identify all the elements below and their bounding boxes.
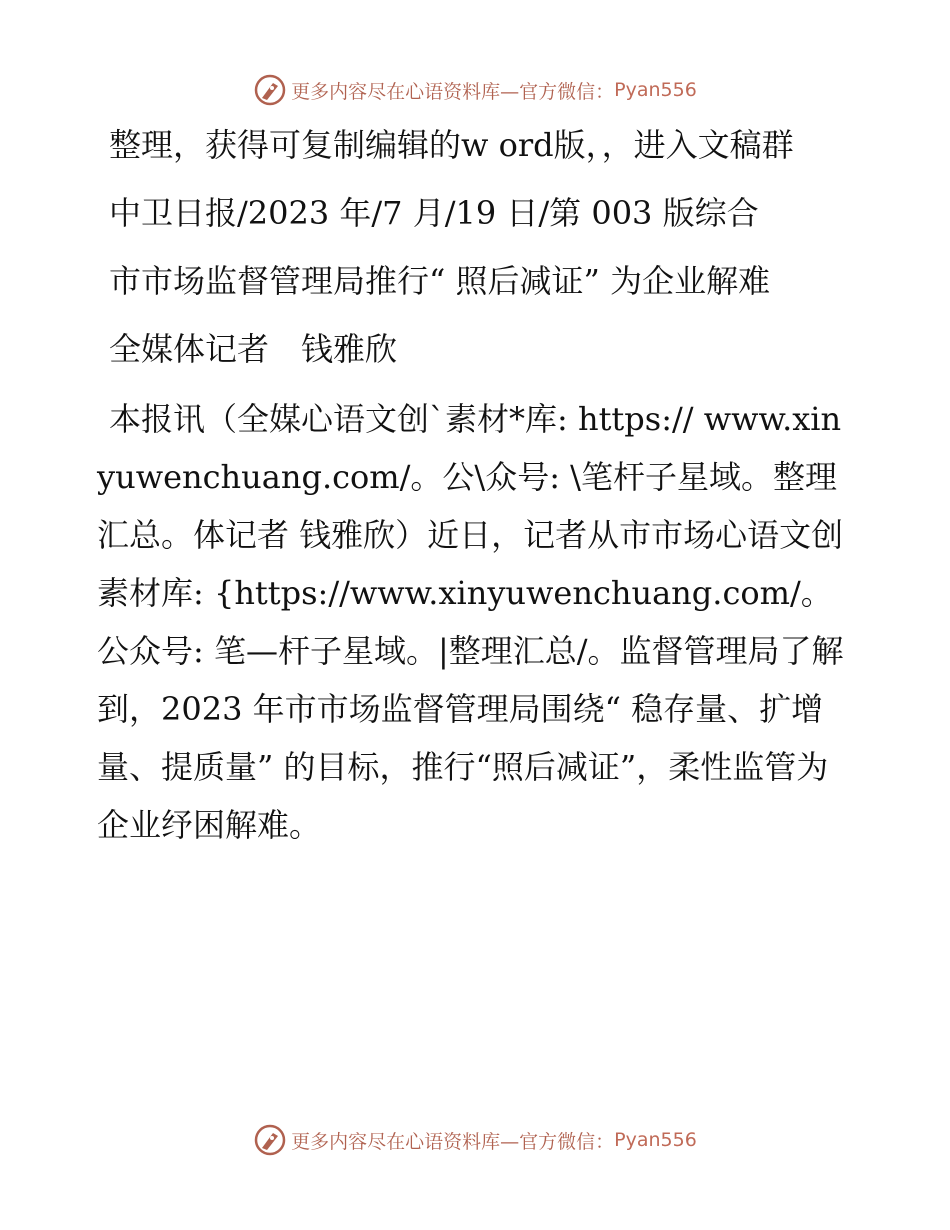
pen-nib-circle-icon (253, 1123, 287, 1157)
banner-text: 更多内容尽在心语资料库—官方微信： (291, 80, 615, 103)
footer-banner (0, 1120, 950, 1160)
banner-text: 更多内容尽在心语资料库—官方微信： (291, 1130, 615, 1153)
paragraph-source: 中卫日报/2023 年/7 月/19 日/第 003 版综合 (109, 194, 759, 232)
paragraph-body: 本报讯（全媒心语文创`素材*库: https:// www.xinyuwenchuang.com/。公\众号: \笔杆子星域。整理汇总。体记者 钱雅欣）近日，记者从市市场心语文创素材库: {https://www.xinyuwenchuang.com/。公众号: 笔—杆子星域。|整理汇总/。监督管理局了解到，2023 年市市场监督管理局围绕“ 稳存量、扩增量、提质量” 的目标，推行“照后减证”，柔性监管为企业纾困解难。 (97, 400, 844, 844)
paragraph-byline: 全媒体记者 钱雅欣 (109, 330, 398, 368)
banner-wechat-id: Pyan556 (614, 1129, 697, 1151)
paragraph-headline: 市市场监督管理局推行“ 照后减证” 为企业解难 (109, 262, 771, 300)
banner-wechat-id: Pyan556 (614, 79, 697, 101)
paragraph-intro: 整理，获得可复制编辑的w ord版，，进入文稿群 (109, 126, 794, 164)
document-body (97, 118, 857, 868)
header-banner (0, 70, 950, 110)
pen-nib-circle-icon (253, 73, 287, 107)
